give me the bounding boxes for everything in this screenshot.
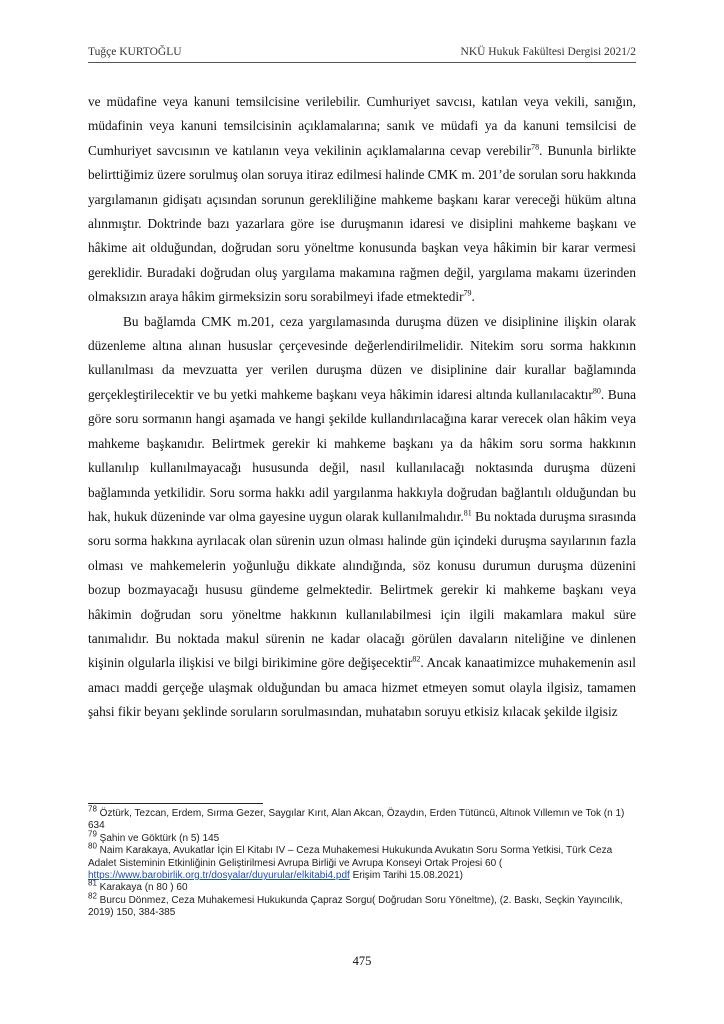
running-header	[88, 46, 636, 62]
footnote-80: $^{80}$ Naim Karakaya, Avukatlar İçin El Kitabı IV – Ceza Muhakemesi Hukukunda Avukatın Soru Sorma Yetkisi, Türk Ceza Adalet Sisteminin Etkinliğinin Geliştirilmesi Avrupa Birliği ve Avrupa Konseyi Ortak Projesi 60 ( https://www.barobirlik.org.tr/dosyalar/duyurular/elkitabi4.pdf Erişim Tarihi 15.08.2021)	[88, 841, 613, 882]
paragraph-1: ve müdafine veya kanuni temsilcisine verilebilir. Cumhuriyet savcısı, katılan veya vekili, sanığın, müdafinin veya kanuni temsilcisinin açıklamalarına; sanık ve müdafi ya da kanuni temsilcisi de Cumhuriyet savcısının ve katılanın veya vekilinin açıklamalarına cevap verebilir$^{78}$. Bununla birlikte belirttiğimiz üzere sorulmuş olan soruya itiraz edilmesi halinde CMK m. 201’de sorulan soru hakkında yargılamanın gidişatı açısından sorunun gerekliliğine mahkeme başkanı karar vereceği hüküm altına alınmıştır. Doktrinde bazı yazarlara göre ise duruşmanın idaresi ve disiplini mahkeme başkanı ve hâkime ait olduğundan, doğrudan soru yöneltme konusunda başkan veya hâkimin bir karar vermesi gereklidir. Buradaki doğrudan oluş yargılama makamına rağmen değil, yargılama makamı üzerinden olmaksızın araya hâkim girmeksizin soru sorabilmeyi ifade etmektedir$^{79}$.	[88, 94, 637, 305]
header-divider	[88, 62, 636, 63]
header-author: Tuğçe KURTOĞLU	[88, 46, 182, 58]
footnote-ref-79[interactable]: 79	[463, 288, 472, 298]
footnote-ref-78[interactable]: 78	[531, 142, 540, 152]
footnote-divider	[88, 803, 263, 804]
paragraph-2: Bu bağlamda CMK m.201, ceza yargılamasında duruşma düzen ve disiplinine ilişkin olarak düzenleme altına alınan hususlar çerçevesinde değerlendirilmelidir. Nitekim soru sorma hakkının kullanılması da mevzuatta yer verilen duruşma düzen ve disiplinine dair kurallar bağlamında gerçekleştirilecektir ve bu yetki mahkeme başkanı veya hâkimin idaresi altında kullanılacaktır$^{80}$. Buna göre soru sormanın hangi aşamada ve hangi şekilde kullandırılacağına karar verecek olan hâkim veya mahkeme başkanıdır. Belirtmek gerekir ki mahkeme başkanı ya da hâkim soru sorma hakkının kullanılıp kullanılmayacağı hususunda değil, nasıl kullanılacağı noktasında duruşma düzeni bağlamında yetkilidir. Soru sorma hakkı adil yargılanma hakkıyla doğrudan bağlantılı olduğundan bu hak, hukuk düzeninde var olma gayesine uygun olarak kullanılmalıdır.$^{81}$ Bu noktada duruşma sırasında soru sorma hakkına ayrılacak olan sürenin uzun olması halinde gün içindeki duruşma sayılarının fazla olması ve mahkemelerin yoğunluğu dikkate alındığında, söz konusu durumun duruşma düzenini bozup bozmayacağı hususu gündeme gelmektedir. Belirtmek gerekir ki mahkeme başkanı veya hâkimin doğrudan soru yöneltme hakkının kullanılabilmesi için ilgili makamlara makul süre tanımalıdır. Bu noktada makul sürenin ne kadar olacağı görülen davaların niteliğine ve dinlenen kişinin olgularla ilişkisi ve bilgi birikimine göre değişecektir$^{82}$. Ancak kanaatimizce muhakemenin asıl amacı maddi gerçeğe ulaşmak olduğundan bu amaca hizmet etmeyen somut olayla ilgisiz, tamamen şahsi fikir beyanı şeklinde soruların sorulmasından, muhatabın soruyu etkisiz kılacak şekilde ilgisiz	[88, 313, 637, 720]
footnotes	[88, 804, 636, 920]
footnote-82: $^{82}$ Burcu Dönmez, Ceza Muhakemesi Hukukunda Çapraz Sorgu( Doğrudan Soru Yöneltme), (2. Baskı, Seçkin Yayıncılık, 2019) 150, 384-385	[88, 891, 623, 919]
page-number: 475	[352, 954, 372, 968]
footnote-81: $^{81}$ Karakaya (n 80 ) 60	[88, 879, 188, 894]
header-journal: NKÜ Hukuk Fakültesi Dergisi 2021/2	[460, 46, 636, 58]
footnote-ref-81[interactable]: 81	[463, 508, 472, 518]
footnote-79: $^{79}$ Şahin ve Göktürk (n 5) 145	[88, 829, 220, 844]
footnote-ref-82[interactable]: 82	[412, 654, 421, 664]
footnote-link[interactable]: https://www.barobirlik.org.tr/dosyalar/duyurular/elkitabi4.pdf	[88, 870, 350, 882]
footnote-ref-80[interactable]: 80	[592, 386, 601, 396]
body-text	[88, 90, 636, 725]
footnote-78: $^{78}$ Öztürk, Tezcan, Erdem, Sırma Gezer, Saygılar Kırıt, Alan Akcan, Özaydın, Erden Tütüncü, Altınok Vıllemın ve Tok (n 1) 634	[88, 804, 625, 832]
